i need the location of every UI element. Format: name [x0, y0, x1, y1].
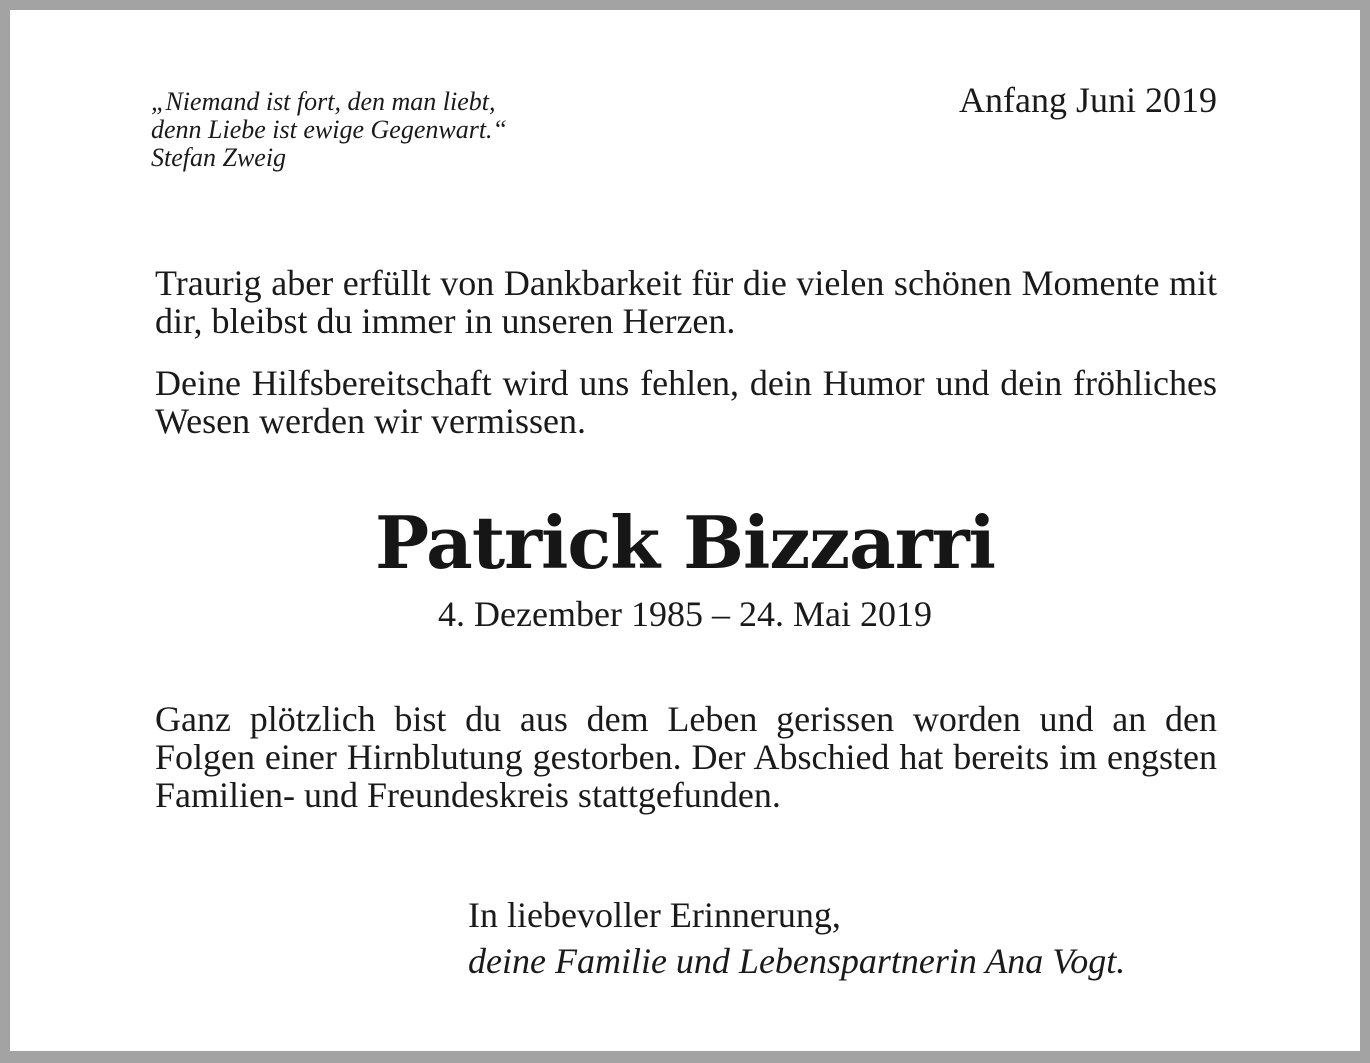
message-paragraph: Ganz plötzlich bist du aus dem Leben gerissen worden und an den Folgen einer Hirnblutung gestorben. Der Abschied hat bereits im engsten Familien- und Freundeskreis stattgefunden.: [155, 699, 1217, 815]
quote-line-2: denn Liebe ist ewige Gegenwart.“: [151, 115, 508, 144]
publication-date: Anfang Juni 2019: [959, 80, 1217, 120]
obituary-notice: [10, 10, 1360, 1051]
intro-paragraph-2: Deine Hilfsbereitschaft wird uns fehlen, dein Humor und dein fröhliches Wesen werden wir vermissen.: [155, 363, 1217, 441]
deceased-name: Patrick Bizzarri: [374, 500, 996, 585]
quote-author: Stefan Zweig: [151, 143, 287, 172]
quote-line-1: „Niemand ist fort, den man liebt,: [151, 87, 496, 116]
signature: deine Familie und Lebenspartnerin Ana Vogt.: [468, 941, 1126, 981]
closing-line: In liebevoller Erinnerung,: [468, 895, 841, 935]
intro-paragraph-1: Traurig aber erfüllt von Dankbarkeit für die vielen schönen Momente mit dir, bleibst du immer in unseren Herzen.: [155, 263, 1217, 341]
quote-block: [151, 88, 507, 172]
closing-block: [468, 892, 1125, 984]
life-dates: 4. Dezember 1985 – 24. Mai 2019: [438, 594, 932, 634]
